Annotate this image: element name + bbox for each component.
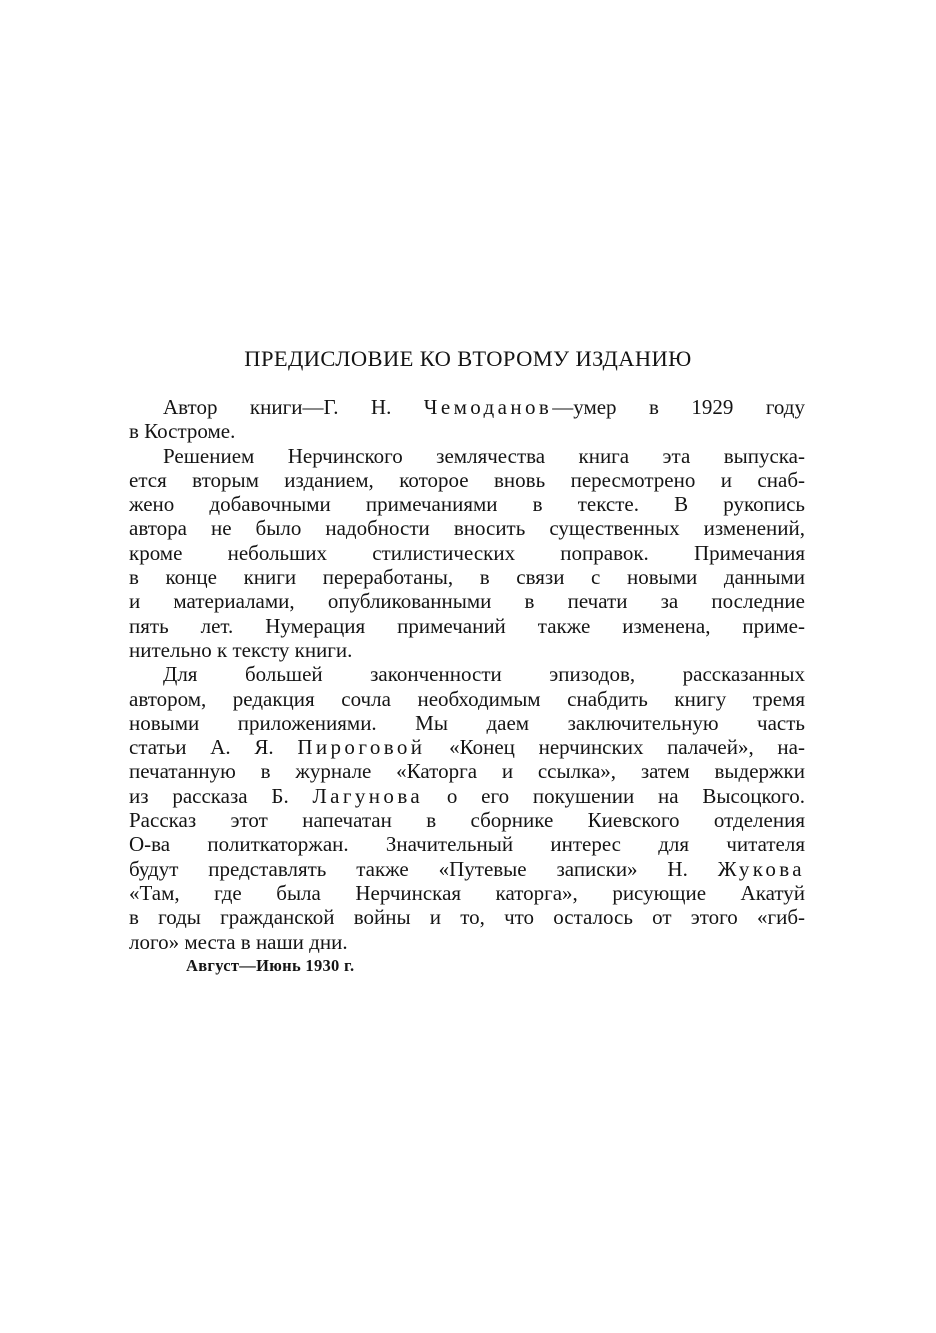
paragraph: [129, 662, 805, 954]
text-line: [129, 541, 805, 565]
text-run: «Конец нерчинских палачей», на-: [425, 735, 805, 760]
spaced-name: Лагунова: [312, 783, 424, 808]
text-run: жено добавочными примечаниями в тексте. В рукопись: [129, 492, 805, 517]
page-title: ПРЕДИСЛОВИЕ КО ВТОРОМУ ИЗДАНИЮ: [244, 346, 692, 371]
text-line: [129, 492, 805, 516]
text-run: Рассказ этот напечатан в сборнике Киевского отделения: [129, 808, 805, 833]
text-line: [129, 662, 805, 686]
text-line: [129, 905, 805, 929]
text-line: [129, 857, 805, 881]
text-run: в конце книги переработаны, в связи с новыми данными: [129, 565, 805, 590]
text-line: [129, 711, 805, 735]
text-run: лого» места в наши дни.: [129, 929, 348, 954]
text-line: [129, 687, 805, 711]
text-line: [129, 516, 805, 540]
text-run: из рассказа Б.: [129, 783, 313, 808]
text-line: [129, 444, 805, 468]
text-run: О-ва политкаторжан. Значительный интерес для читателя: [129, 832, 805, 857]
preface-body: [129, 395, 805, 954]
text-line: [129, 395, 805, 419]
date-signature: Август—Июнь 1930 г.: [186, 956, 355, 975]
text-line: [129, 735, 805, 759]
text-run: в Костроме.: [129, 419, 236, 444]
spaced-name: Чемоданов: [423, 395, 553, 419]
text-run: кроме небольших стилистических поправок. Примечания: [129, 540, 805, 565]
text-run: пять лет. Нумерация примечаний также изменена, приме-: [129, 613, 805, 638]
text-run: нительно к тексту книги.: [129, 637, 353, 662]
spaced-name: Жукова: [717, 856, 805, 881]
text-line: [129, 930, 805, 954]
text-line: [129, 784, 805, 808]
text-line: [129, 565, 805, 589]
text-run: новыми приложениями. Мы даем заключительную часть: [129, 710, 805, 735]
text-run: автором, редакция сочла необходимым снабдить книгу тремя: [129, 686, 805, 711]
text-run: ется вторым изданием, которое вновь пересмотрено и снаб-: [129, 467, 805, 492]
text-run: «Там, где была Нерчинская каторга», рисующие Акатуй: [129, 880, 805, 905]
text-run: статьи А. Я.: [129, 735, 298, 760]
text-run: Решением Нерчинского землячества книга эта выпуска-: [163, 443, 805, 468]
paragraph: [129, 395, 805, 444]
text-run: печатанную в журнале «Каторга и ссылка», затем выдержки: [129, 759, 805, 784]
text-line: [129, 638, 805, 662]
text-run: в годы гражданской войны и то, что осталось от этого «гиб-: [129, 905, 805, 930]
text-line: [129, 808, 805, 832]
text-run: —умер в 1929 году: [552, 395, 805, 419]
spaced-name: Пироговой: [297, 735, 426, 760]
text-line: [129, 589, 805, 613]
text-line: [129, 614, 805, 638]
text-run: автора не было надобности вносить существенных изменений,: [129, 516, 805, 541]
paragraph: [129, 444, 805, 663]
text-line: [129, 832, 805, 856]
text-run: Для большей законченности эпизодов, рассказанных: [163, 662, 805, 687]
text-line: [129, 419, 805, 443]
text-run: и материалами, опубликованными в печати за последние: [129, 589, 805, 614]
text-run: о его покушении на Высоцкого.: [423, 783, 805, 808]
text-line: [129, 759, 805, 783]
text-run: Автор книги—Г. Н.: [163, 395, 424, 419]
text-line: [129, 468, 805, 492]
text-line: [129, 881, 805, 905]
text-run: будут представлять также «Путевые записки» Н.: [129, 856, 718, 881]
